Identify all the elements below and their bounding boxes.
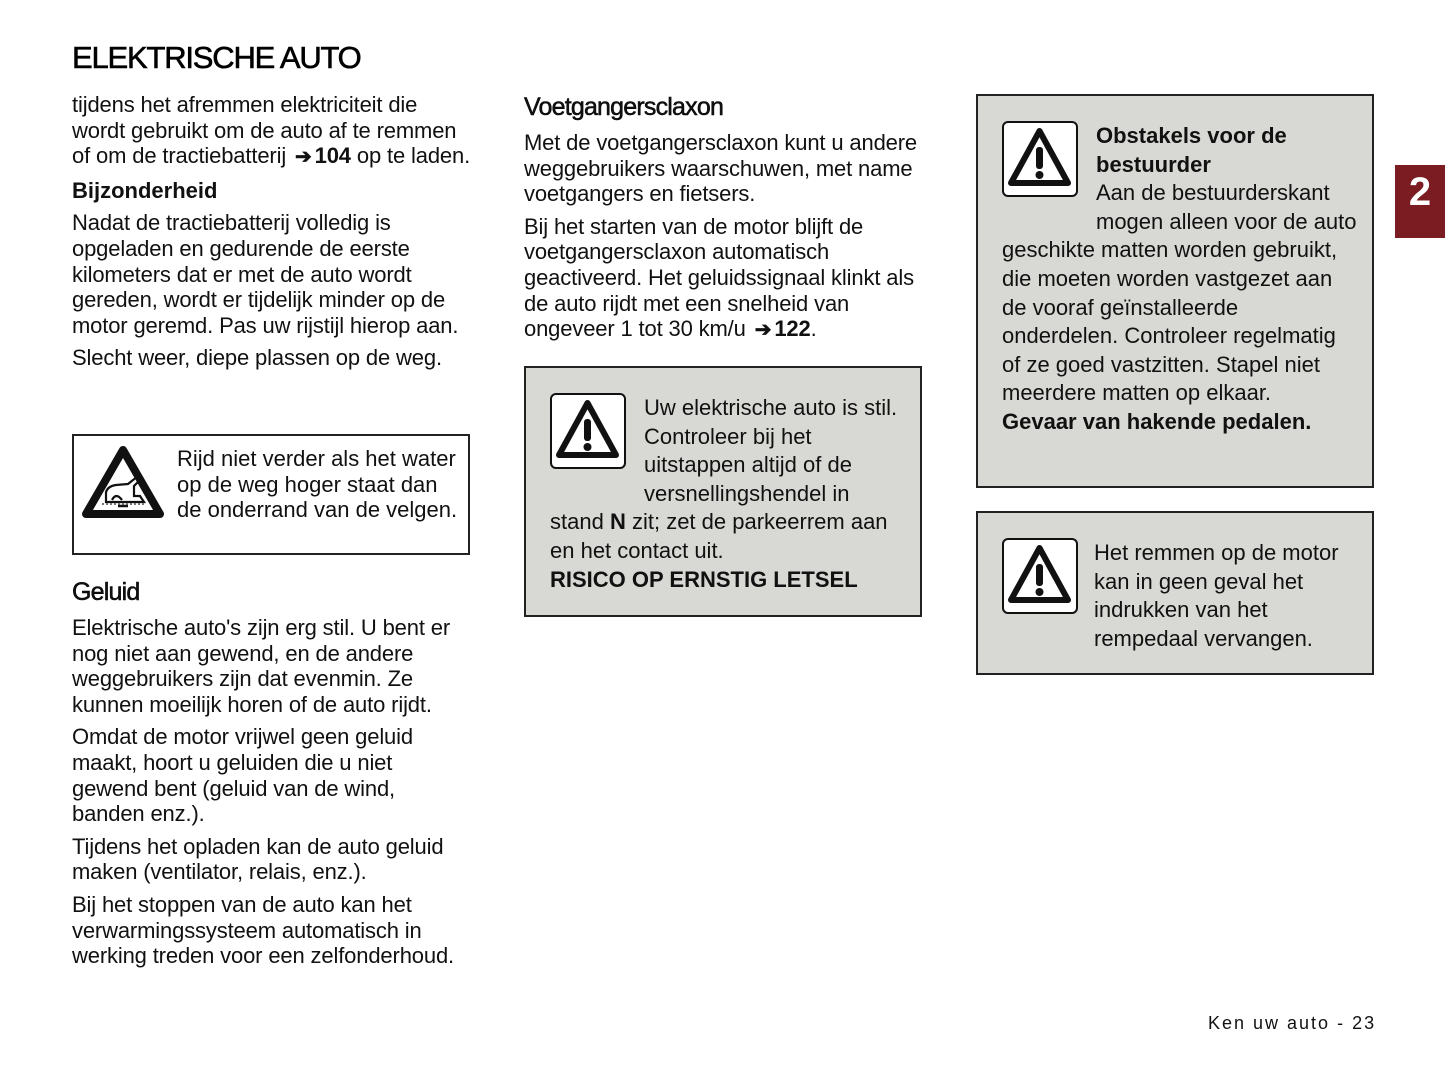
warning-triangle-icon	[1002, 538, 1078, 614]
voetgangersclaxon-paragraph-1: Met de voetgangersclaxon kunt u andere weggebruikers waarschuwen, met name voetgangers en fietsers.	[524, 130, 918, 207]
chapter-number: 2	[1408, 170, 1432, 214]
geluid-paragraph: Elektrische auto's zijn erg stil. U bent er nog niet aan gewend, en de andere weggebruikers zijn dat evenmin. Ze kunnen moeilijk horen of de auto rijdt.	[72, 615, 451, 717]
column-1	[72, 92, 472, 378]
silent-car-warning-box: Uw elektrische auto is stil. Controleer bij het uitstappen altijd of de versnellingshendel in stand N zit; zet de parkeerrem aan en het contact uit. RISICO OP ERNSTIG LETSEL	[524, 366, 922, 617]
geluid-paragraph: Tijdens het opladen kan de auto geluid maken (ventilator, relais, enz.).	[72, 833, 444, 885]
page-reference-link[interactable]: 122	[774, 316, 811, 342]
voetgangersclaxon-paragraph-2: Bij het starten van de motor blijft de voetgangersclaxon automatisch geactiveerd. Het geluidssignaal klinkt als de auto rijdt met een snelheid van ongeveer 1 tot 30 km/u ➔ 122.	[524, 214, 924, 344]
page-ref-arrow-icon: ➔	[295, 146, 312, 169]
geluid-paragraph: Bij het stoppen van de auto kan het verwarmingssysteem automatisch in werking treden voor een zelfonderhoud.	[72, 891, 454, 969]
water-warning-text: Rijd niet verder als het water op de weg hoger staat dan de onderrand van de velgen.	[177, 446, 458, 523]
bijzonderheid-heading: Bijzonderheid	[72, 177, 218, 203]
weather-line: Slecht weer, diepe plassen op de weg.	[72, 345, 442, 371]
geluid-paragraph: Omdat de motor vrijwel geen geluid maakt, hoort u geluiden die u niet gewend bent (geluid van de wind, banden enz.).	[72, 724, 413, 827]
silent-warning-emphasis: RISICO OP ERNSTIG LETSEL	[550, 566, 858, 592]
brake-warning-box	[976, 511, 1374, 675]
chapter-tab[interactable]	[1395, 165, 1445, 238]
obstacles-heading: Obstakels voor de bestuurder	[1096, 123, 1287, 177]
page-title: ELEKTRISCHE AUTO	[72, 40, 361, 75]
silent-warning-text: Uw elektrische auto is stil. Controleer bij het uitstappen altijd of de versnellingshendel in stand	[550, 395, 898, 535]
geluid-section	[72, 577, 472, 976]
bijzonderheid-paragraph: Nadat de tractiebatterij volledig is opgeladen en gedurende de eerste kilometers dat er met de auto wordt gereden, wordt er tijdelijk minder op de motor geremd. Pas uw rijstijl hierop aan.	[72, 210, 459, 338]
geluid-heading: Geluid	[72, 578, 140, 606]
water-warning-box	[72, 434, 470, 555]
voetgangersclaxon-heading: Voetgangersclaxon	[524, 93, 724, 121]
gear-position-n: N	[609, 509, 626, 535]
page-reference-link[interactable]: 104	[314, 143, 351, 169]
page-footer: Ken uw auto - 23	[1208, 1013, 1377, 1033]
column-2	[524, 92, 924, 351]
obstacles-text: Aan de bestuurderskant mogen alleen voor de auto geschikte matten worden gebruikt, die moeten worden vastgezet aan de vooraf geïnstalleerde onderdelen. Controleer regelmatig of ze goed vastzitten. Stapel niet meerdere matten op elkaar.	[1002, 180, 1357, 406]
flooded-road-warning-icon	[82, 444, 164, 520]
intro-paragraph: tijdens het afremmen elektriciteit die wordt gebruikt om de auto af te remmen of om de tractiebatterij ➔ 104 op te laden.	[72, 92, 472, 171]
page-ref-arrow-icon: ➔	[754, 319, 772, 342]
obstacles-emphasis: Gevaar van hakende pedalen.	[1002, 408, 1312, 434]
brake-warning-text: Het remmen op de motor kan in geen geval het indrukken van het rempedaal vervangen.	[1094, 540, 1339, 651]
obstacles-warning-box	[976, 94, 1374, 488]
